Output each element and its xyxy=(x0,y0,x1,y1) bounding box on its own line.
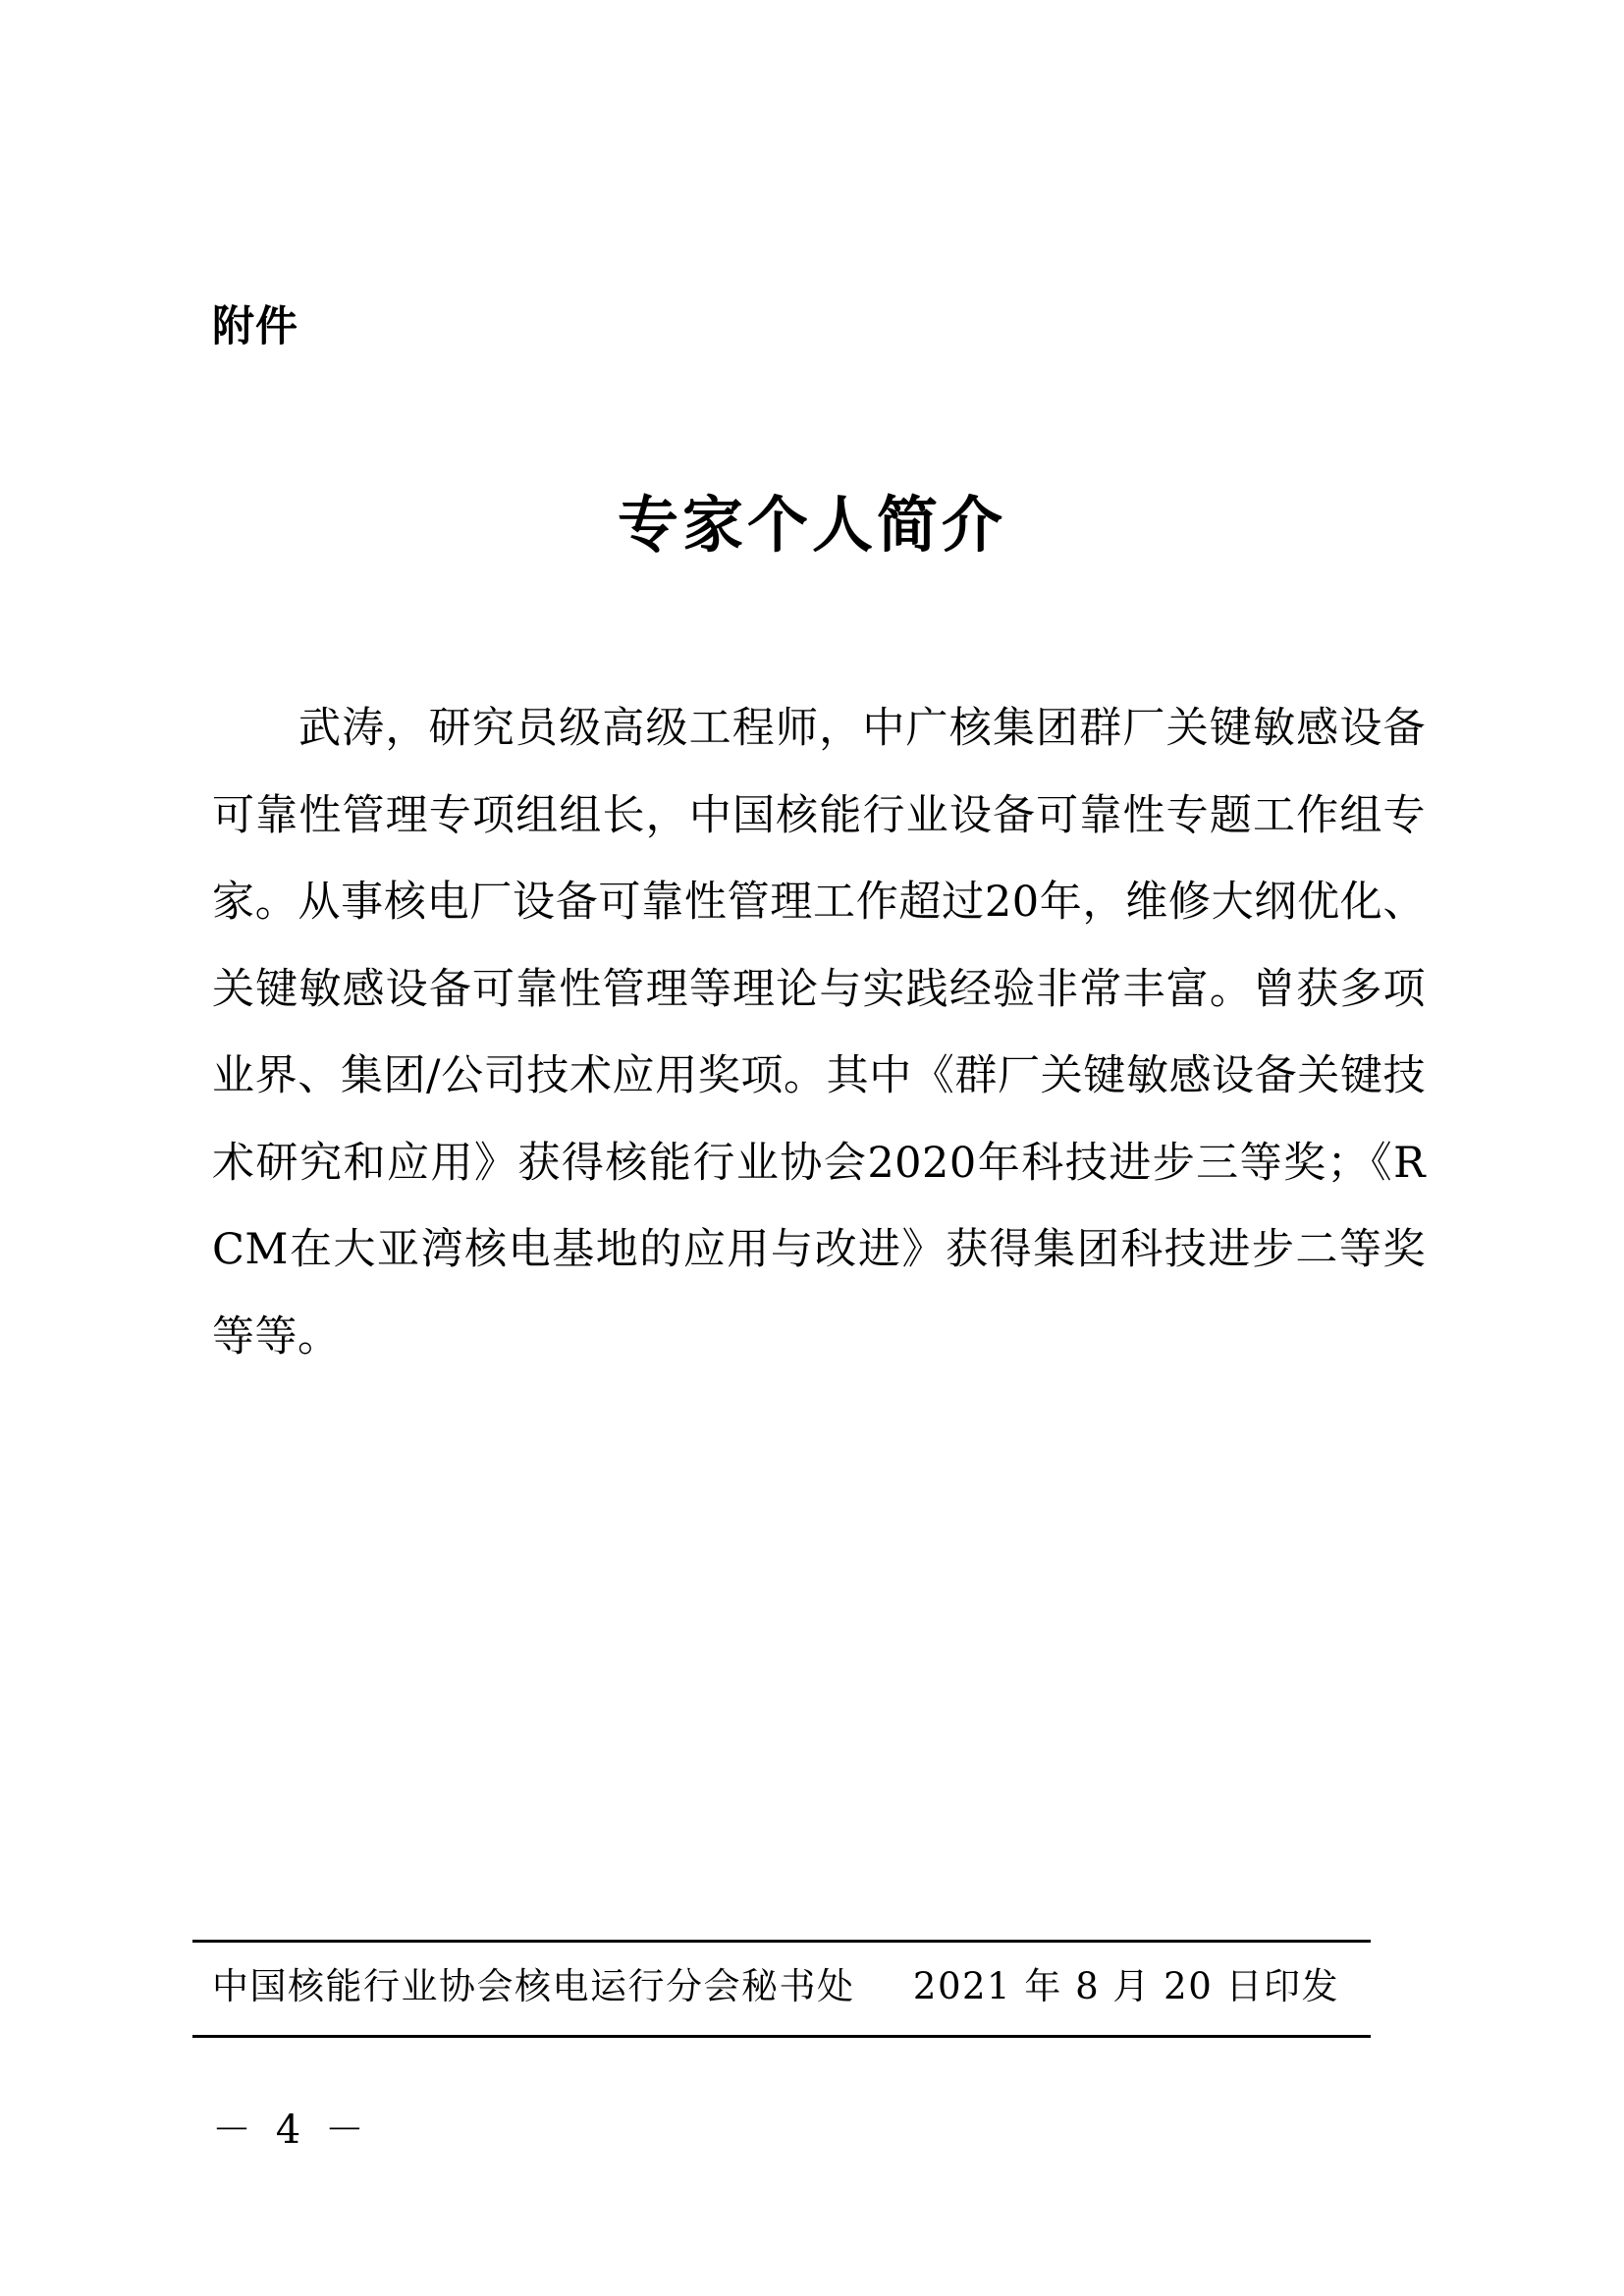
footer-rule-bottom xyxy=(192,2035,1371,2038)
footer-issuer: 中国核能行业协会核电运行分会秘书处 xyxy=(212,1965,855,2007)
footer-rule-top xyxy=(192,1940,1371,1943)
footer-date: 2021 年 8 月 20 日印发 xyxy=(912,1965,1339,2007)
attachment-label: 附件 xyxy=(212,302,298,351)
page-title: 专家个人简介 xyxy=(617,489,1006,561)
bio-paragraph: 武涛，研究员级高级工程师，中广核集团群厂关键敏感设备可靠性管理专项组组长，中国核能行业设备可靠性专题工作组专家。从事核电厂设备可靠性管理工作超过20年，维修大纲优化、关键敏感设备可靠性管理等理论与实践经验非常丰富。曾获多项业界、集团/公司技术应用奖项。其中《群厂关键敏感设备关键技术研究和应用》获得核能行业协会2020年科技进步三等奖；《RCM在大亚湾核电基地的应用与改进》获得集团科技进步二等奖等等。 xyxy=(212,704,1426,1362)
page-number: － 4 － xyxy=(212,2108,370,2153)
